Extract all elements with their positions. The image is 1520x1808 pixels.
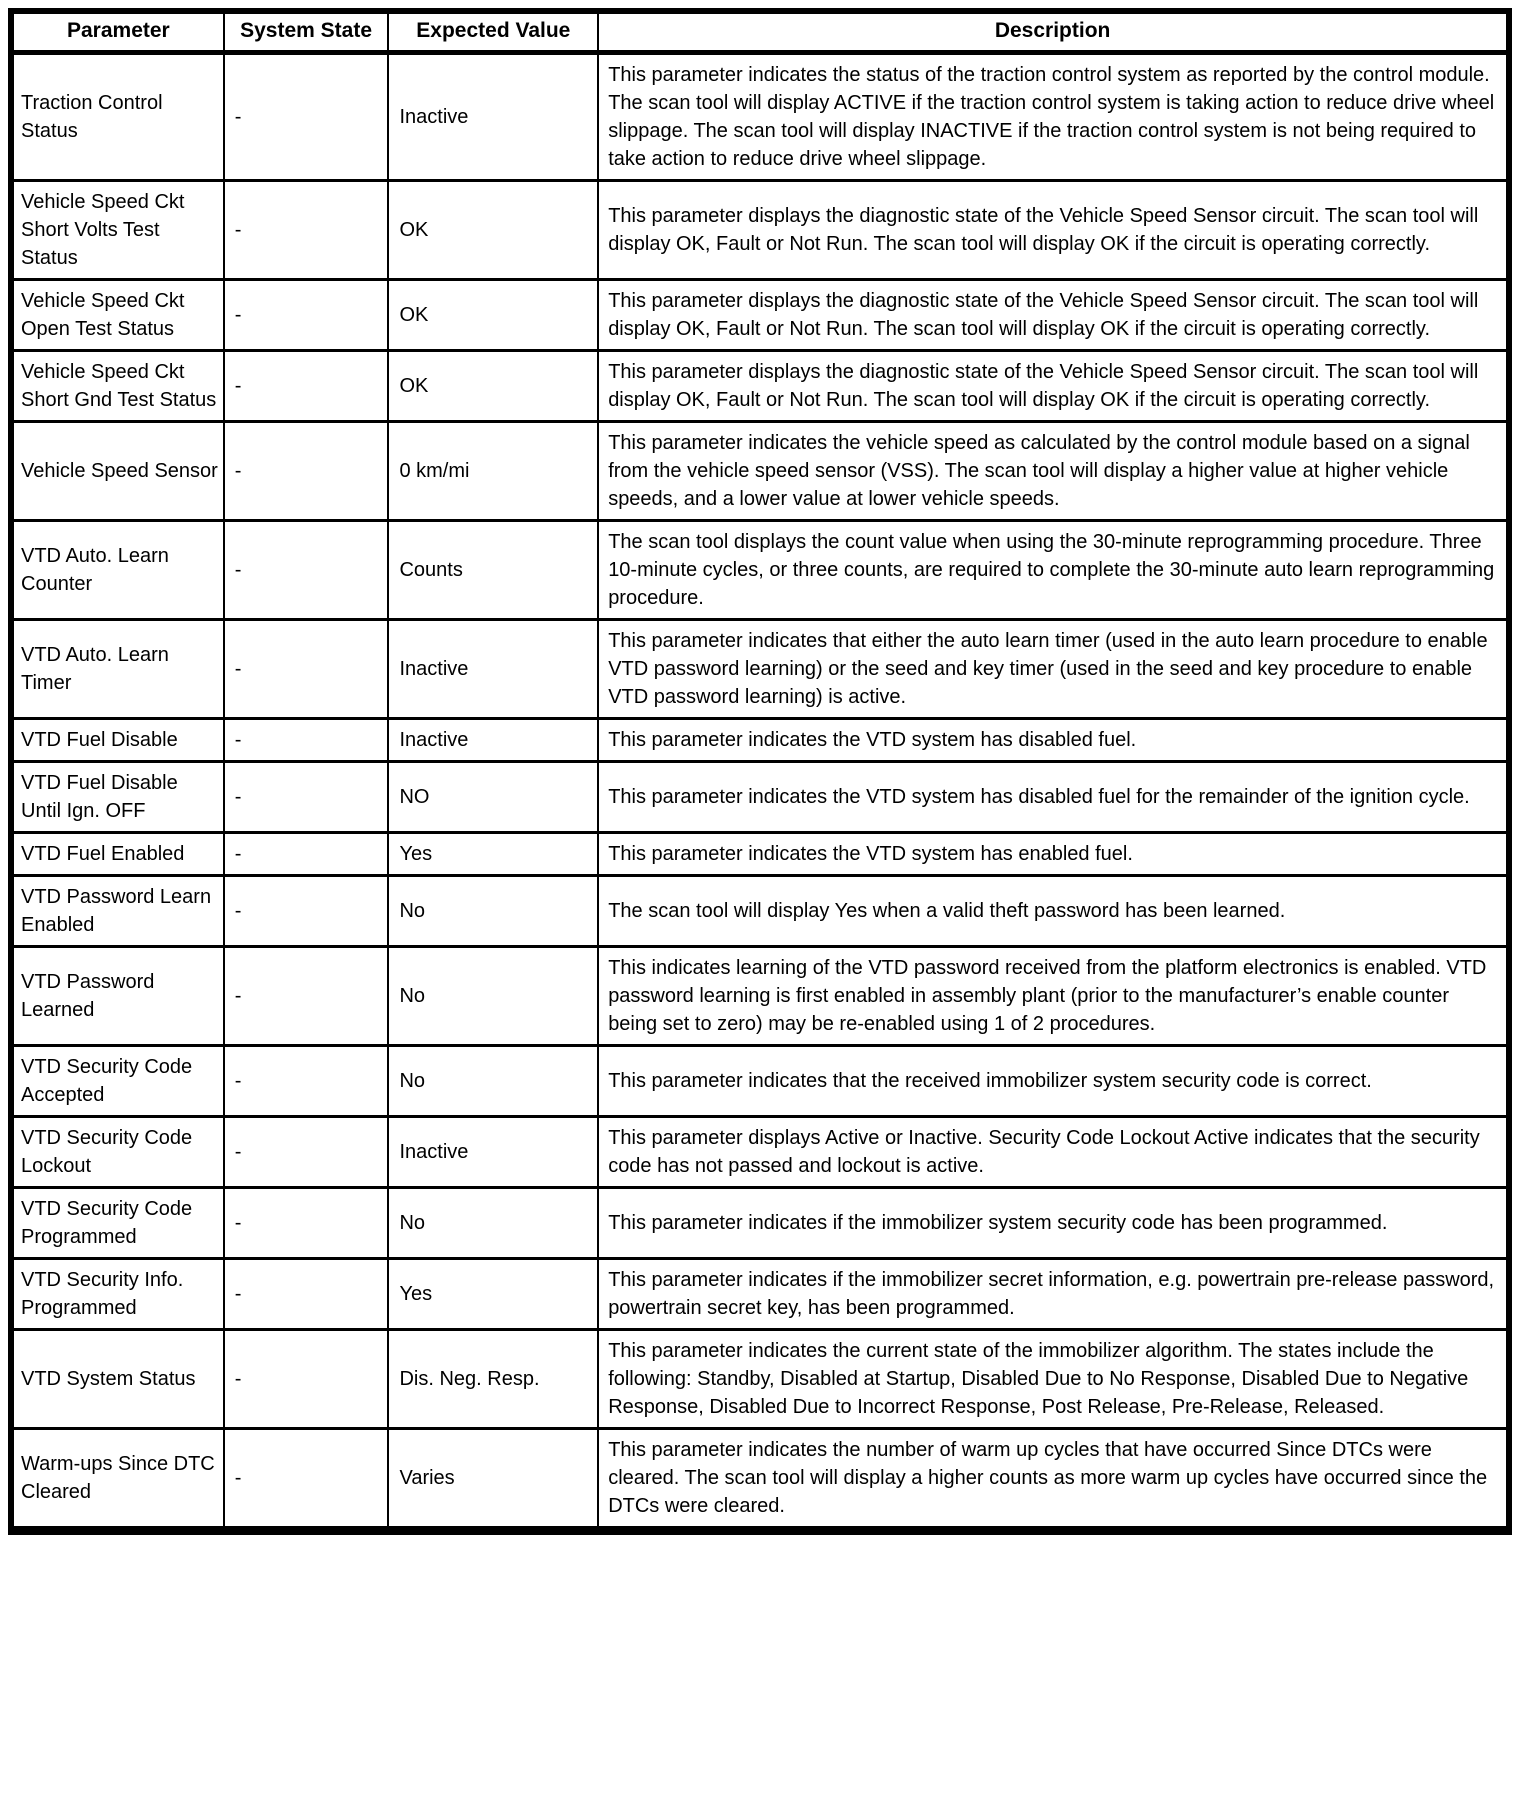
table-row (11, 833, 1509, 876)
expected-value-cell: Counts (388, 521, 598, 620)
description-cell: This parameter indicates the current state of the immobilizer algorithm. The states include the following: Standby, Disabled at Startup, Disabled Due to No Response, Disabled Due to Negative Response, Disabled Due to Incorrect Response, Post Release, Pre-Release, Released. (598, 1330, 1509, 1429)
description-cell: This parameter indicates if the immobilizer system security code has been programmed. (598, 1188, 1509, 1259)
parameter-cell: VTD Fuel Disable Until Ign. OFF (11, 762, 224, 833)
expected-value-cell: Yes (388, 833, 598, 876)
description-cell: This parameter indicates the number of warm up cycles that have occurred Since DTCs were cleared. The scan tool will display a higher counts as more warm up cycles have occurred since the DTCs were cleared. (598, 1429, 1509, 1531)
system-state-cell: - (224, 521, 389, 620)
description-cell: This parameter displays the diagnostic state of the Vehicle Speed Sensor circuit. The scan tool will display OK, Fault or Not Run. The scan tool will display OK if the circuit is operating correctly. (598, 181, 1509, 280)
expected-value-cell: OK (388, 280, 598, 351)
col-header-parameter: Parameter (11, 11, 224, 53)
table-row (11, 1046, 1509, 1117)
expected-value-cell: OK (388, 351, 598, 422)
parameter-cell: Vehicle Speed Ckt Open Test Status (11, 280, 224, 351)
system-state-cell: - (224, 620, 389, 719)
parameter-cell: Vehicle Speed Ckt Short Volts Test Status (11, 181, 224, 280)
table-row (11, 762, 1509, 833)
table-row (11, 521, 1509, 620)
description-cell: The scan tool displays the count value when using the 30-minute reprogramming procedure. Three 10-minute cycles, or three counts, are required to complete the 30-minute auto learn reprogramming procedure. (598, 521, 1509, 620)
col-header-description: Description (598, 11, 1509, 53)
system-state-cell: - (224, 1429, 389, 1531)
parameter-cell: VTD Auto. Learn Timer (11, 620, 224, 719)
parameter-cell: Warm-ups Since DTC Cleared (11, 1429, 224, 1531)
expected-value-cell: OK (388, 181, 598, 280)
system-state-cell: - (224, 181, 389, 280)
expected-value-cell: No (388, 947, 598, 1046)
parameter-cell: VTD Security Code Programmed (11, 1188, 224, 1259)
parameter-cell: VTD Security Code Accepted (11, 1046, 224, 1117)
description-cell: This parameter displays Active or Inactive. Security Code Lockout Active indicates that the security code has not passed and lockout is active. (598, 1117, 1509, 1188)
table-row (11, 719, 1509, 762)
system-state-cell: - (224, 422, 389, 521)
col-header-system-state: System State (224, 11, 389, 53)
description-cell: This parameter indicates that either the auto learn timer (used in the auto learn procedure to enable VTD password learning) or the seed and key timer (used in the seed and key procedure to enable VTD password learning) is active. (598, 620, 1509, 719)
parameter-cell: VTD Password Learn Enabled (11, 876, 224, 947)
system-state-cell: - (224, 53, 389, 181)
table-row (11, 1117, 1509, 1188)
parameter-cell: VTD Security Info. Programmed (11, 1259, 224, 1330)
system-state-cell: - (224, 719, 389, 762)
description-cell: This parameter indicates the VTD system has disabled fuel. (598, 719, 1509, 762)
table-row (11, 280, 1509, 351)
table-row (11, 876, 1509, 947)
table-row (11, 947, 1509, 1046)
description-cell: This parameter indicates the vehicle speed as calculated by the control module based on a signal from the vehicle speed sensor (VSS). The scan tool will display a higher value at higher vehicle speeds, and a lower value at lower vehicle speeds. (598, 422, 1509, 521)
table-row (11, 1188, 1509, 1259)
system-state-cell: - (224, 1330, 389, 1429)
expected-value-cell: 0 km/mi (388, 422, 598, 521)
description-cell: This parameter displays the diagnostic state of the Vehicle Speed Sensor circuit. The scan tool will display OK, Fault or Not Run. The scan tool will display OK if the circuit is operating correctly. (598, 280, 1509, 351)
expected-value-cell: NO (388, 762, 598, 833)
table-row (11, 620, 1509, 719)
parameter-cell: Vehicle Speed Ckt Short Gnd Test Status (11, 351, 224, 422)
system-state-cell: - (224, 1046, 389, 1117)
expected-value-cell: Dis. Neg. Resp. (388, 1330, 598, 1429)
description-cell: This parameter indicates the status of the traction control system as reported by the control module. The scan tool will display ACTIVE if the traction control system is taking action to reduce drive wheel slippage. The scan tool will display INACTIVE if the traction control system is not being required to take action to reduce drive wheel slippage. (598, 53, 1509, 181)
description-cell: This parameter indicates that the received immobilizer system security code is correct. (598, 1046, 1509, 1117)
system-state-cell: - (224, 947, 389, 1046)
parameter-cell: VTD Fuel Enabled (11, 833, 224, 876)
description-cell: This parameter indicates the VTD system has enabled fuel. (598, 833, 1509, 876)
table-row (11, 422, 1509, 521)
system-state-cell: - (224, 762, 389, 833)
parameter-cell: VTD Fuel Disable (11, 719, 224, 762)
expected-value-cell: Varies (388, 1429, 598, 1531)
parameter-cell: VTD Password Learned (11, 947, 224, 1046)
table-row (11, 1259, 1509, 1330)
system-state-cell: - (224, 280, 389, 351)
expected-value-cell: Inactive (388, 1117, 598, 1188)
system-state-cell: - (224, 1117, 389, 1188)
system-state-cell: - (224, 833, 389, 876)
system-state-cell: - (224, 351, 389, 422)
expected-value-cell: No (388, 1046, 598, 1117)
parameter-cell: VTD Security Code Lockout (11, 1117, 224, 1188)
table-row (11, 53, 1509, 181)
system-state-cell: - (224, 1188, 389, 1259)
table-row (11, 181, 1509, 280)
param-table-body (11, 53, 1509, 1531)
expected-value-cell: No (388, 1188, 598, 1259)
parameter-cell: Traction Control Status (11, 53, 224, 181)
parameter-cell: VTD Auto. Learn Counter (11, 521, 224, 620)
description-cell: This parameter indicates if the immobilizer secret information, e.g. powertrain pre-release password, powertrain secret key, has been programmed. (598, 1259, 1509, 1330)
parameter-cell: VTD System Status (11, 1330, 224, 1429)
expected-value-cell: Yes (388, 1259, 598, 1330)
expected-value-cell: Inactive (388, 53, 598, 181)
table-row (11, 1429, 1509, 1531)
table-row (11, 1330, 1509, 1429)
description-cell: The scan tool will display Yes when a valid theft password has been learned. (598, 876, 1509, 947)
table-row (11, 351, 1509, 422)
expected-value-cell: Inactive (388, 719, 598, 762)
description-cell: This parameter indicates the VTD system has disabled fuel for the remainder of the ignition cycle. (598, 762, 1509, 833)
header-row (11, 11, 1509, 53)
parameter-cell: Vehicle Speed Sensor (11, 422, 224, 521)
expected-value-cell: No (388, 876, 598, 947)
description-cell: This parameter displays the diagnostic state of the Vehicle Speed Sensor circuit. The scan tool will display OK, Fault or Not Run. The scan tool will display OK if the circuit is operating correctly. (598, 351, 1509, 422)
system-state-cell: - (224, 1259, 389, 1330)
scan-tool-parameter-table (8, 8, 1512, 1535)
col-header-expected-value: Expected Value (388, 11, 598, 53)
system-state-cell: - (224, 876, 389, 947)
description-cell: This indicates learning of the VTD password received from the platform electronics is enabled. VTD password learning is first enabled in assembly plant (prior to the manufacturer’s enable counter being set to zero) may be re-enabled using 1 of 2 procedures. (598, 947, 1509, 1046)
expected-value-cell: Inactive (388, 620, 598, 719)
